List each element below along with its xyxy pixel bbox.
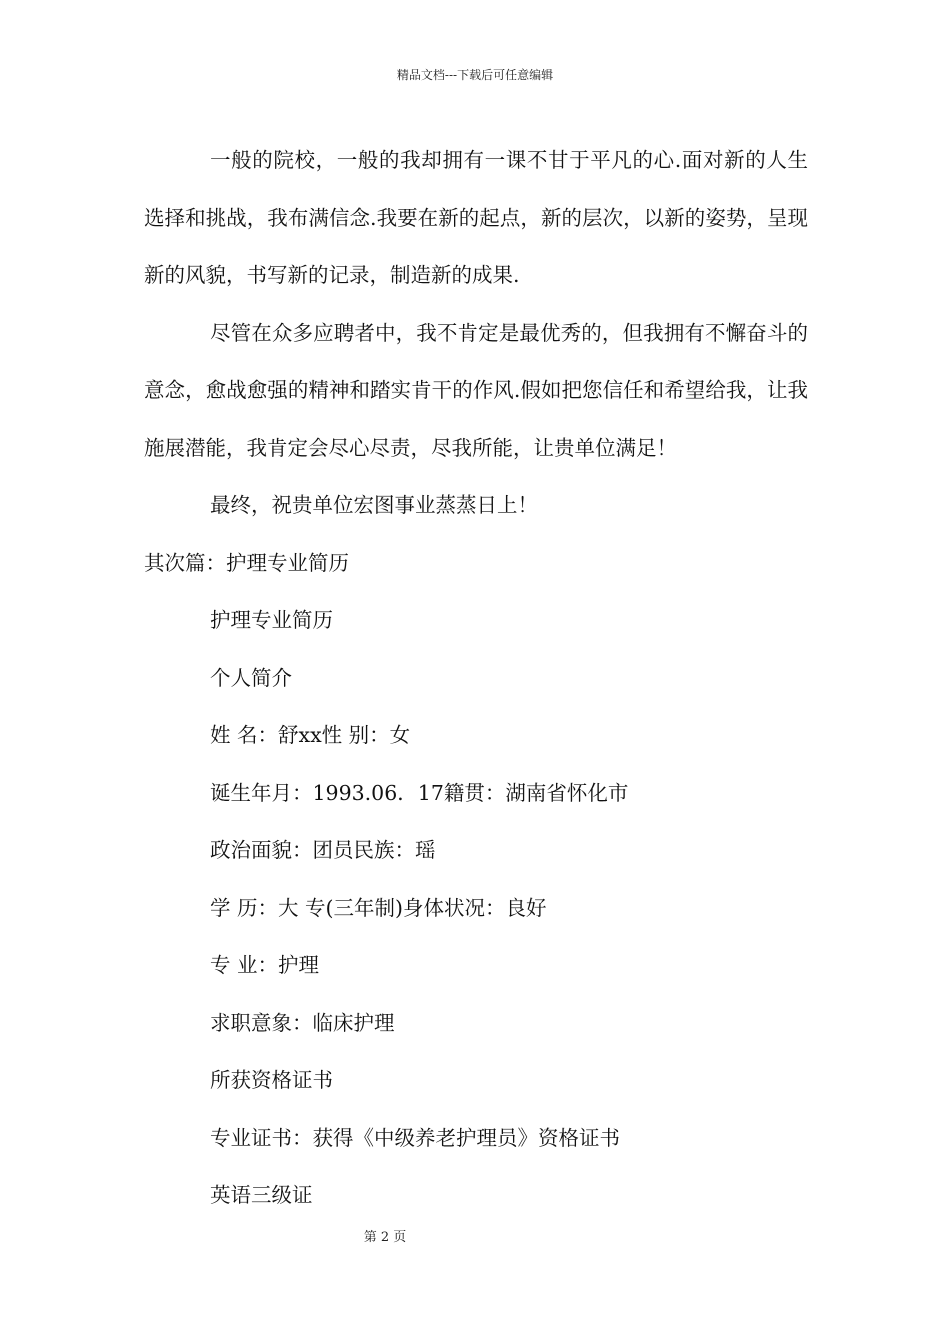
document-body (144, 132, 808, 1225)
resume-item: 政治面貌：团员民族：瑶 (210, 838, 436, 862)
paragraph: 一般的院校，一般的我却拥有一课不甘于平凡的心.面对新的人生选择和挑战，我布满信念.我要在新的起点，新的层次，以新的姿势，呈现新的风貌，书写新的记录，制造新的成果. (144, 148, 808, 287)
resume-item: 专业证书：获得《中级养老护理员》资格证书 (210, 1125, 620, 1150)
resume-item: 专 业：护理 (210, 953, 320, 977)
page-header: 精品文档---下载后可任意编辑 (396, 68, 554, 82)
section-title: 其次篇：护理专业简历 (144, 550, 349, 575)
resume-item: 英语三级证 (210, 1183, 313, 1207)
paragraph: 最终，祝贵单位宏图事业蒸蒸日上！ (210, 493, 538, 517)
resume-item: 求职意象：临床护理 (210, 1010, 395, 1035)
resume-item: 诞生年月：1993.06．17籍贯：湖南省怀化市 (210, 780, 629, 805)
paragraph: 尽管在众多应聘者中，我不肯定是最优秀的，但我拥有不懈奋斗的意念，愈战愈强的精神和踏实肯干的作风.假如把您信任和希望给我，让我施展潜能，我肯定会尽心尽责，尽我所能，让贵单位满足！ (144, 320, 808, 460)
resume-item: 姓 名：舒xx性 别：女 (210, 723, 411, 747)
page-footer: 第 2 页 (363, 1230, 407, 1245)
resume-item: 护理专业简历 (210, 608, 333, 632)
resume-item: 所获资格证书 (210, 1068, 333, 1092)
resume-item: 个人简介 (210, 665, 292, 690)
resume-item: 学 历：大 专(三年制)身体状况：良好 (210, 895, 547, 920)
